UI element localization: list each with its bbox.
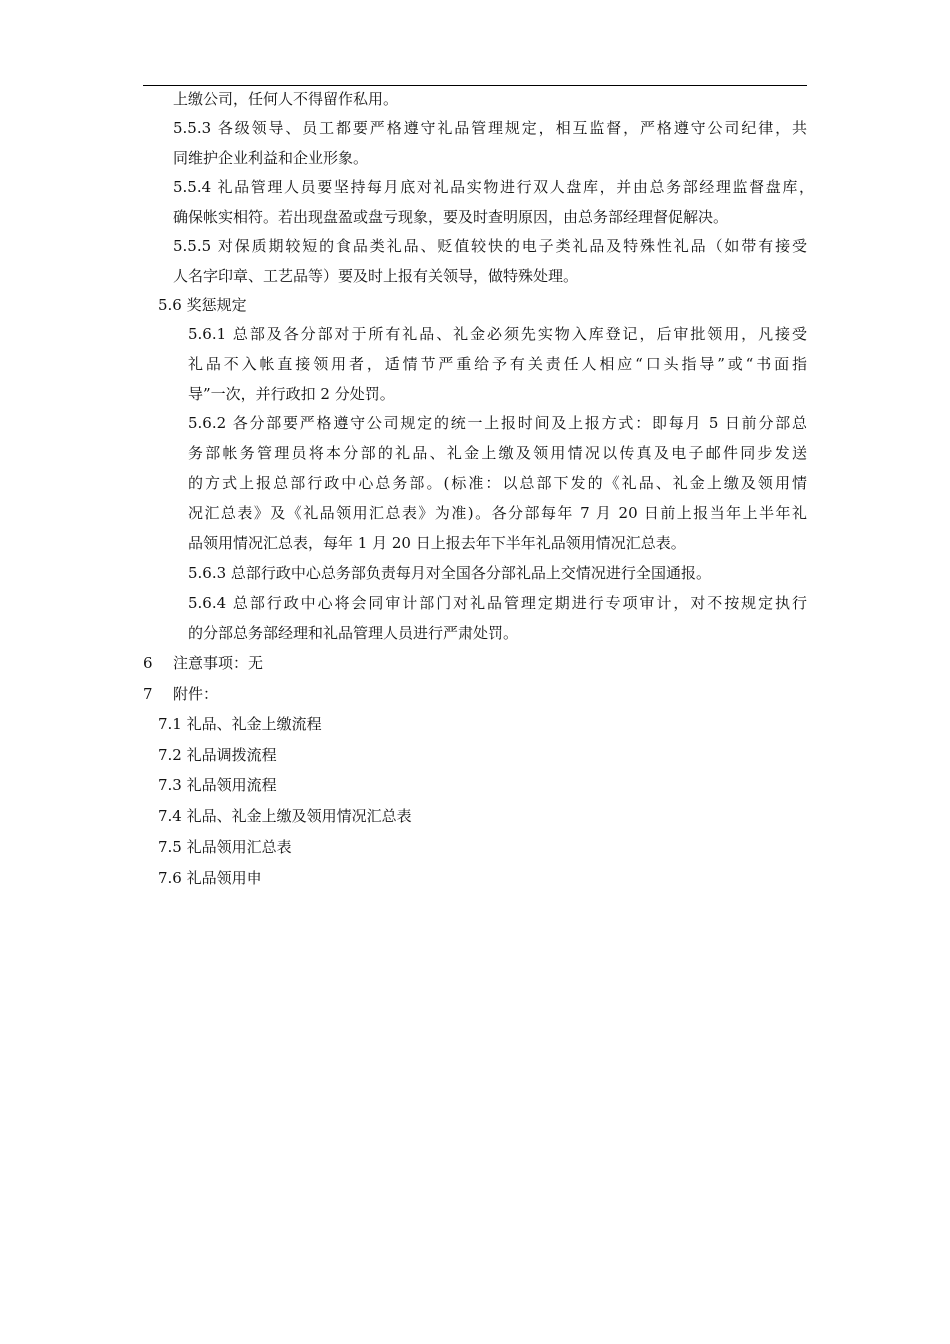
attachment-item: 7.2 礼品调拨流程 xyxy=(158,746,277,764)
item-5-6-2-line-4: 况汇总表》及《礼品领用汇总表》为准)。各分部每年 7 月 20 日前上报当年上半年礼 xyxy=(188,504,807,522)
attachment-item: 7.5 礼品领用汇总表 xyxy=(158,838,292,856)
item-5-6-1-line-1: 5.6.1 总部及各分部对于所有礼品、礼金必须先实物入库登记，后审批领用，凡接受 xyxy=(188,325,807,343)
section-5-5-continuation: 上缴公司，任何人不得留作私用。 xyxy=(173,90,399,108)
item-5-6-1-line-3: 导”一次，并行政扣 2 分处罚。 xyxy=(188,385,395,403)
section-5-6-heading: 5.6 奖惩规定 xyxy=(158,296,247,314)
item-5-5-3-line-1: 5.5.3 各级领导、员工都要严格遵守礼品管理规定，相互监督，严格遵守公司纪律，共 xyxy=(173,119,807,137)
item-5-6-3-line-1: 5.6.3 总部行政中心总务部负责每月对全国各分部礼品上交情况进行全国通报。 xyxy=(188,564,711,582)
item-5-6-2-line-1: 5.6.2 各分部要严格遵守公司规定的统一上报时间及上报方式：即每月 5 日前分部总 xyxy=(188,414,807,432)
item-5-6-2-line-5: 品领用情况汇总表，每年 1 月 20 日上报去年下半年礼品领用情况汇总表。 xyxy=(188,534,686,552)
attachment-item: 7.6 礼品领用申 xyxy=(158,869,262,887)
item-5-6-1-line-2: 礼品不入帐直接领用者，适情节严重给予有关责任人相应“口头指导”或“书面指 xyxy=(188,355,807,373)
item-5-6-2-line-2: 务部帐务管理员将本分部的礼品、礼金上缴及领用情况以传真及电子邮件同步发送 xyxy=(188,444,807,462)
item-5-5-5-line-1: 5.5.5 对保质期较短的食品类礼品、贬值较快的电子类礼品及特殊性礼品（如带有接受 xyxy=(173,237,807,255)
item-5-5-3-line-2: 同维护企业利益和企业形象。 xyxy=(173,149,369,167)
section-7-text: 附件： xyxy=(173,685,219,703)
header-rule xyxy=(143,85,807,86)
section-7-number: 7 xyxy=(143,685,153,703)
section-6-number: 6 xyxy=(143,654,153,672)
item-5-6-4-line-2: 的分部总务部经理和礼品管理人员进行严肃处罚。 xyxy=(188,624,519,642)
attachment-item: 7.3 礼品领用流程 xyxy=(158,776,277,794)
item-5-5-4-line-2: 确保帐实相符。若出现盘盈或盘亏现象，要及时查明原因，由总务部经理督促解决。 xyxy=(173,208,729,226)
item-5-6-4-line-1: 5.6.4 总部行政中心将会同审计部门对礼品管理定期进行专项审计，对不按规定执行 xyxy=(188,594,807,612)
item-5-5-4-line-1: 5.5.4 礼品管理人员要坚持每月底对礼品实物进行双人盘库，并由总务部经理监督盘库， xyxy=(173,178,814,196)
attachment-item: 7.4 礼品、礼金上缴及领用情况汇总表 xyxy=(158,807,412,825)
item-5-5-5-line-2: 人名字印章、工艺品等）要及时上报有关领导，做特殊处理。 xyxy=(173,267,579,285)
section-6-text: 注意事项：无 xyxy=(173,654,264,672)
attachment-item: 7.1 礼品、礼金上缴流程 xyxy=(158,715,322,733)
item-5-6-2-line-3: 的方式上报总部行政中心总务部。(标准：以总部下发的《礼品、礼金上缴及领用情 xyxy=(188,474,807,492)
